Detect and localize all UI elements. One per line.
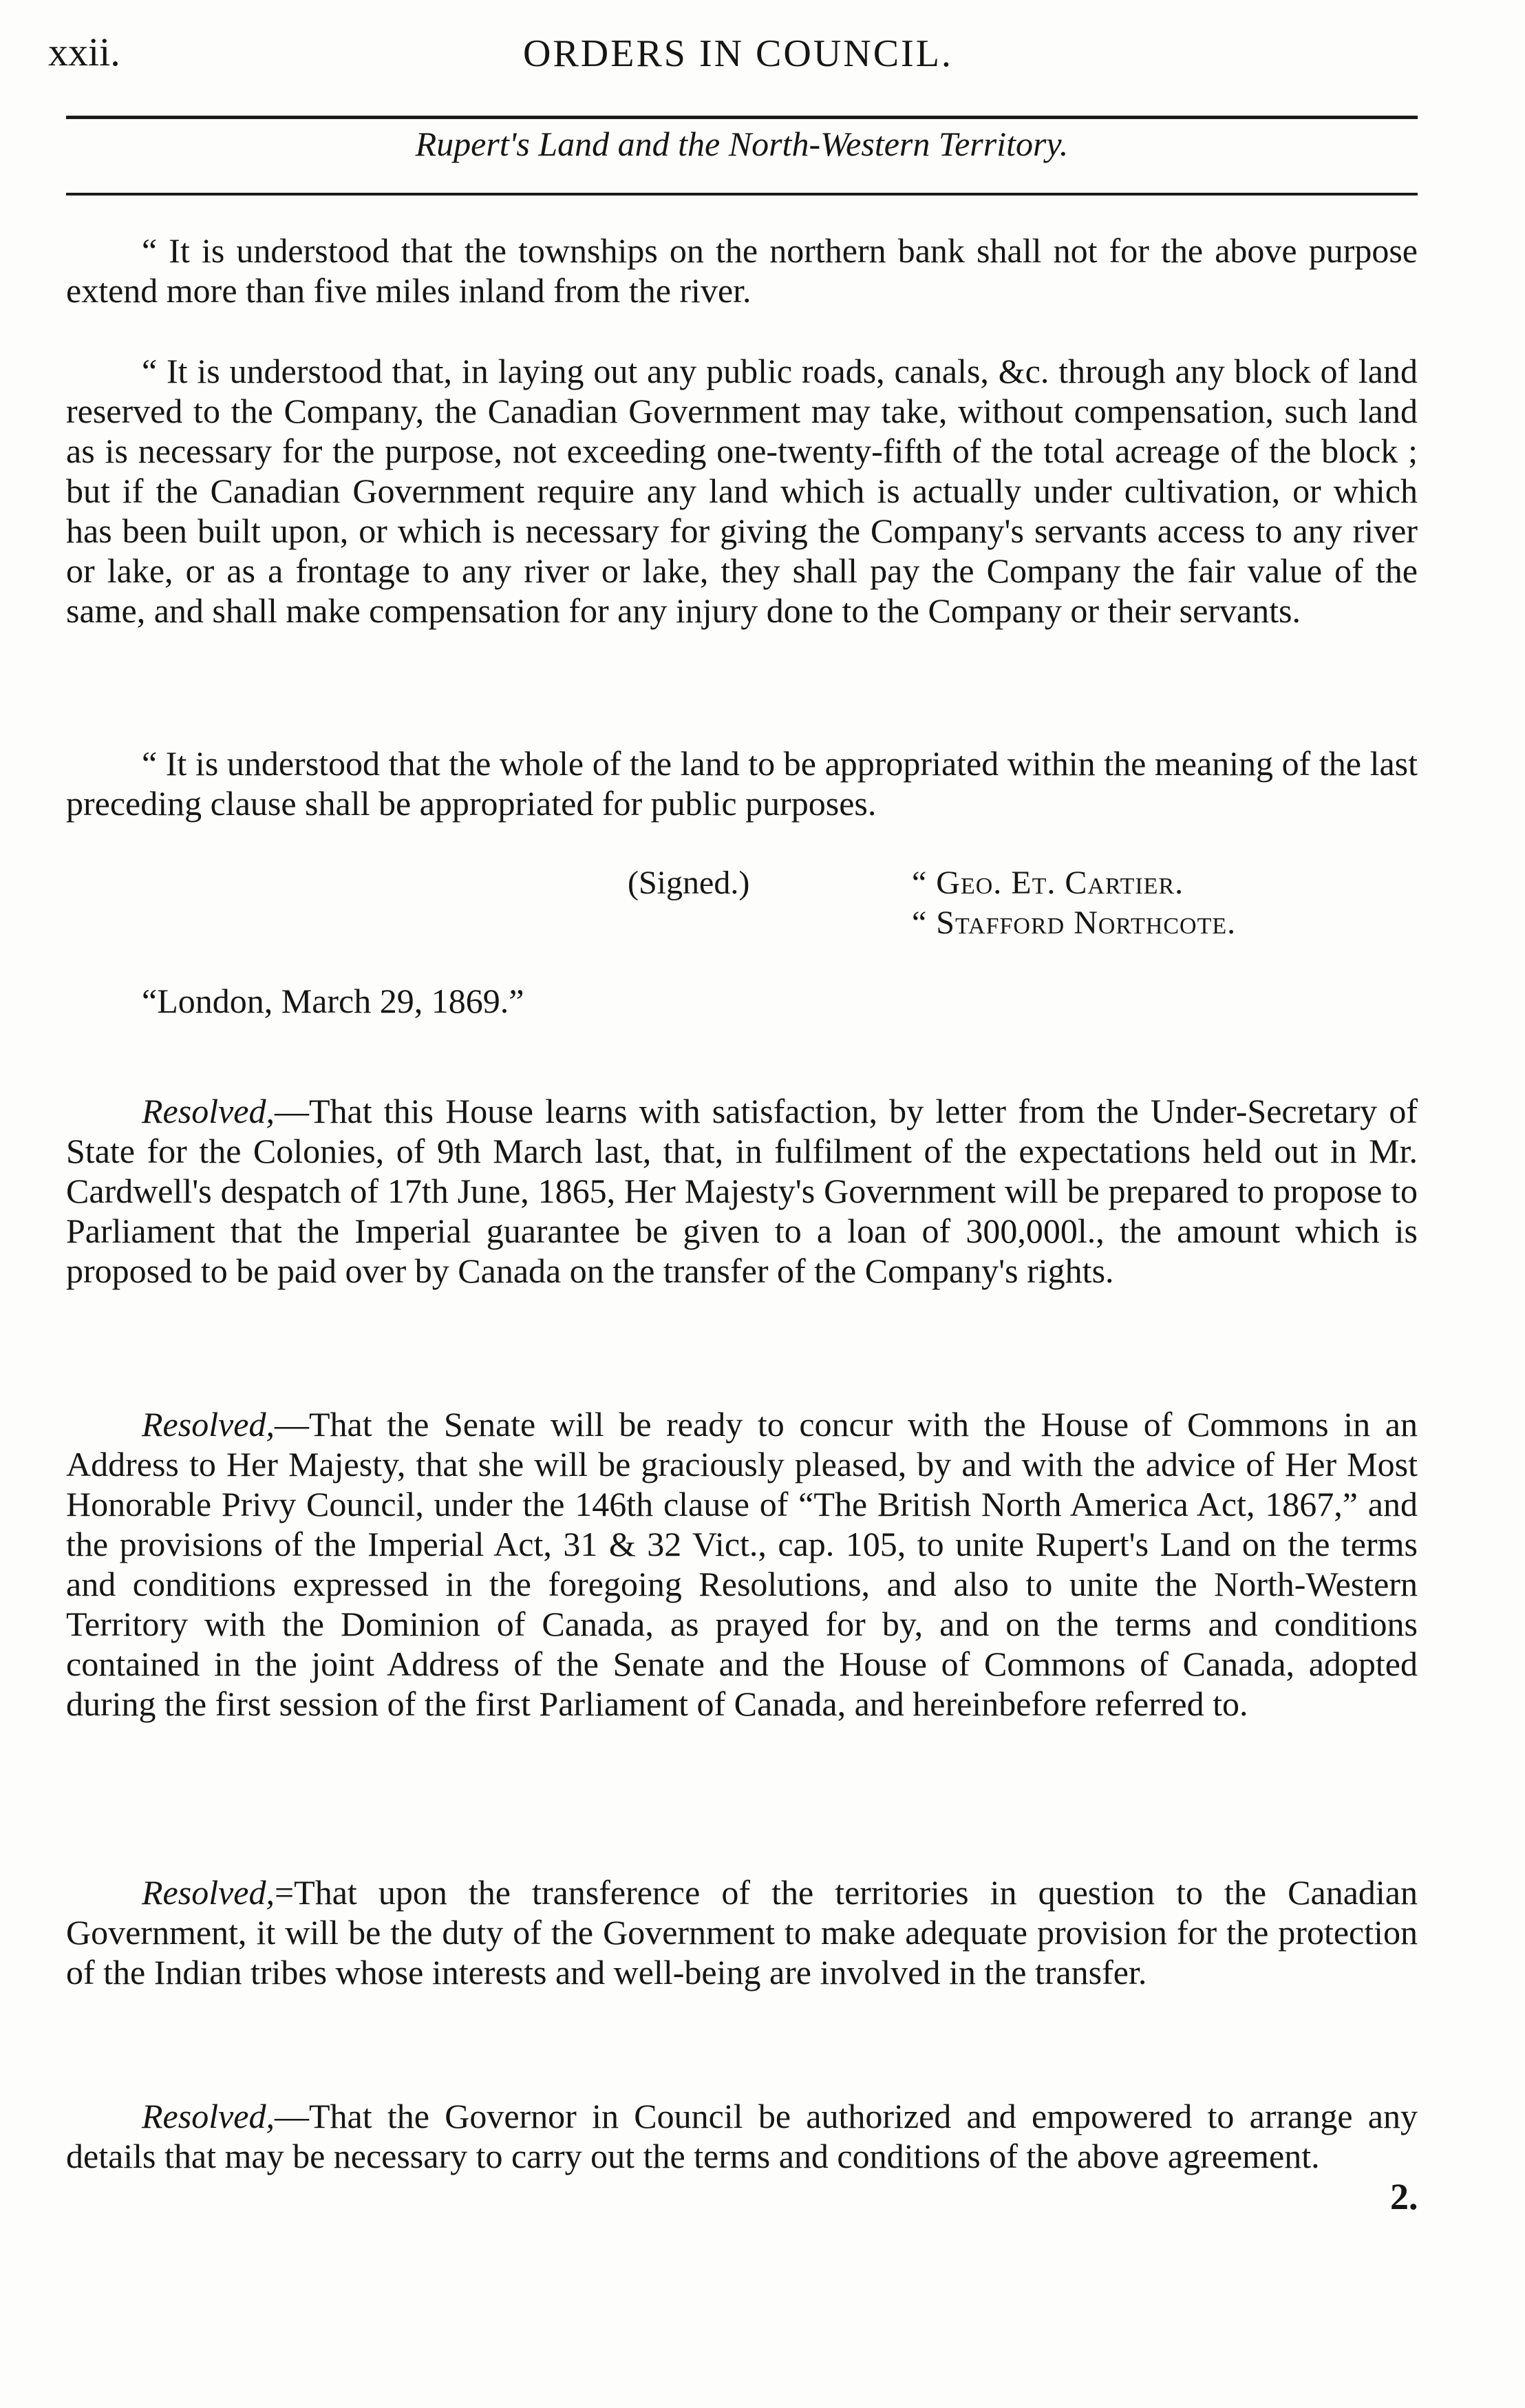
- resolution-lead: Resolved,: [142, 2097, 275, 2135]
- page-number: xxii.: [48, 30, 120, 74]
- resolution-lead: Resolved,: [142, 1092, 275, 1130]
- printer-signature-mark: 2.: [1390, 2176, 1418, 2217]
- signatory-cartier: “ Geo. Et. Cartier.: [912, 865, 1184, 901]
- resolution-text: =That upon the transference of the territories in question to the Canadian Government, it will be the duty of the Government to make adequate provision for the protection of the Indian tribes whose interests and well-being are involved in the transfer.: [66, 1873, 1418, 1992]
- resolution-indian-tribes: [66, 1872, 1418, 1992]
- section-title: Rupert's Land and the North-Western Territory.: [415, 125, 1069, 163]
- resolution-loan-guarantee: [66, 1091, 1418, 1291]
- resolution-senate-address: [66, 1404, 1418, 1724]
- paragraph-public-roads: “ It is understood that, in laying out any public roads, canals, &c. through any block of land reserved to the Company, the Canadian Government may take, without compensation, such land as is necessary for the purpose, not exceeding one-twenty-fifth of the total acreage of the block ; but if the Canadian Government require any land which is actually under cultivation, or which has been built upon, or which is necessary for giving the Company's servants access to any river or lake, or as a frontage to any river or lake, they shall pay the Company the fair value of the same, and shall make compensation for any injury done to the Company or their servants.: [66, 352, 1418, 630]
- signatory-northcote: “ Stafford Northcote.: [912, 905, 1237, 941]
- resolution-governor-council: [66, 2096, 1418, 2176]
- header-rule-bottom: [66, 193, 1418, 196]
- signed-label: (Signed.): [628, 865, 750, 901]
- header-rule-top: [66, 116, 1418, 119]
- resolution-text: —That this House learns with satisfaction, by letter from the Under-Secretary of State for the Colonies, of 9th March last, that, in fulfilment of the expectations held out in Mr. Cardwell's despatch of 17th June, 1865, Her Majesty's Government will be prepared to propose to Parliament that the Imperial guarantee be given to a loan of 300,000l., the amount which is proposed to be paid over by Canada on the transfer of the Company's rights.: [66, 1092, 1418, 1290]
- place-date-line: “London, March 29, 1869.”: [142, 982, 524, 1020]
- paragraph-townships: “ It is understood that the townships on the northern bank shall not for the above purpose extend more than five miles inland from the river.: [66, 231, 1418, 310]
- paragraph-public-purposes: “ It is understood that the whole of the land to be appropriated within the meaning of the last preceding clause shall be appropriated for public purposes.: [66, 744, 1418, 823]
- resolution-lead: Resolved,: [142, 1405, 275, 1444]
- resolution-lead: Resolved,: [142, 1873, 275, 1912]
- resolution-text: —That the Governor in Council be authorized and empowered to arrange any details that may be necessary to carry out the terms and conditions of the above agreement.: [66, 2097, 1418, 2175]
- resolution-text: —That the Senate will be ready to concur with the House of Commons in an Address to Her Majesty, that she will be graciously pleased, by and with the advice of Her Most Honorable Privy Council, under the 146th clause of “The British North America Act, 1867,” and the provisions of the Imperial Act, 31 & 32 Vict., cap. 105, to unite Rupert's Land on the terms and conditions expressed in the foregoing Resolutions, and also to unite the North-Western Territory with the Dominion of Canada, as prayed for by, and on the terms and conditions contained in the joint Address of the Senate and the House of Commons of Canada, adopted during the first session of the first Parliament of Canada, and hereinbefore referred to.: [66, 1405, 1418, 1723]
- running-title: ORDERS IN COUNCIL.: [523, 32, 953, 75]
